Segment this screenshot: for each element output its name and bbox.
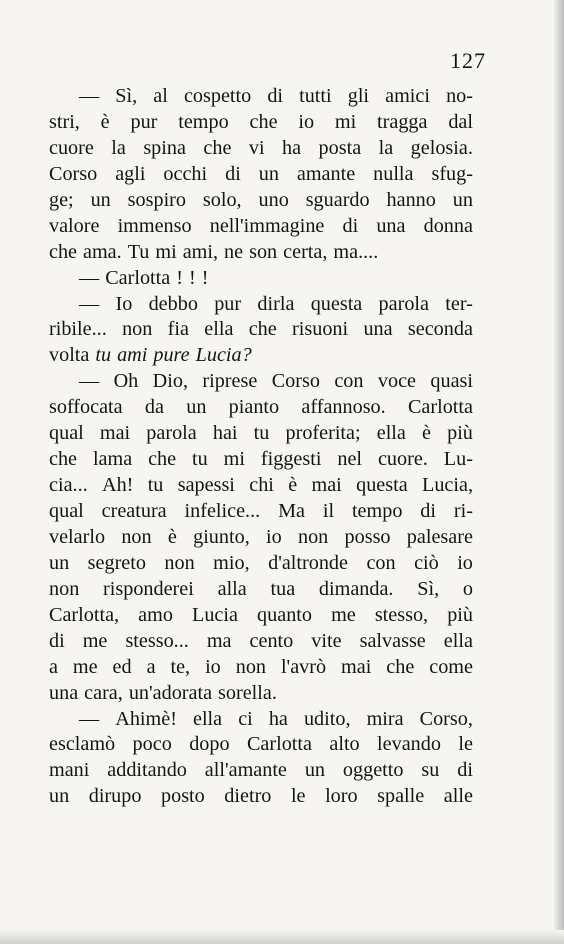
text-line: qual mai parola hai tu proferita; ella è più xyxy=(49,422,473,445)
text-line: soffocata da un pianto affannoso. Carlotta xyxy=(49,396,473,419)
text-line: che ama. Tu mi ami, ne son certa, ma.... xyxy=(49,240,379,263)
text-line: di me stesso... ma cento vite salvasse ella xyxy=(49,629,473,652)
text-line: — Ahimè! ella ci ha udito, mira Corso, xyxy=(79,707,473,730)
page-bottom-shadow xyxy=(0,930,564,944)
text-line: Carlotta, amo Lucia quanto me stesso, più xyxy=(49,603,473,626)
page-number: 127 xyxy=(450,48,486,73)
text-line: — Carlotta ! ! ! xyxy=(79,266,209,289)
text-line: Corso agli occhi di un amante nulla sfug- xyxy=(49,162,473,185)
text-line: ribile... non fia ella che risuoni una seconda xyxy=(49,318,473,341)
text-line: valore immenso nell'immagine di una donna xyxy=(49,214,473,237)
text-line: volta tu ami pure Lucia? xyxy=(49,344,252,367)
page-edge xyxy=(554,0,564,944)
text-line: non risponderei alla tua dimanda. Sì, o xyxy=(49,577,473,600)
text-line: ge; un sospiro solo, uno sguardo hanno un xyxy=(49,188,473,211)
body-text xyxy=(49,84,473,810)
text-line: — Sì, al cospetto di tutti gli amici no- xyxy=(79,85,473,107)
text-line: velarlo non è giunto, io non posso palesare xyxy=(49,525,473,548)
text-line: — Io debbo pur dirla questa parola ter- xyxy=(79,292,473,315)
text-line: cuore la spina che vi ha posta la gelosia. xyxy=(49,136,473,159)
text-line: una cara, un'adorata sorella. xyxy=(49,681,277,704)
text-line: — Oh Dio, riprese Corso con voce quasi xyxy=(79,370,473,393)
text-line: cia... Ah! tu sapessi chi è mai questa Lucia, xyxy=(49,474,473,497)
text-line: un segreto non mio, d'altronde con ciò io xyxy=(49,551,473,574)
text-line: a me ed a te, io non l'avrò mai che come xyxy=(49,655,473,678)
text-line: un dirupo posto dietro le loro spalle alle xyxy=(49,785,473,808)
text-line: esclamò poco dopo Carlotta alto levando le xyxy=(49,733,473,756)
text-line: mani additando all'amante un oggetto su di xyxy=(49,759,473,782)
text-line: che lama che tu mi figgesti nel cuore. Lu- xyxy=(49,448,473,471)
text-line: qual creatura infelice... Ma il tempo di ri- xyxy=(49,500,473,522)
text-line: stri, è pur tempo che io mi tragga dal xyxy=(49,110,473,133)
